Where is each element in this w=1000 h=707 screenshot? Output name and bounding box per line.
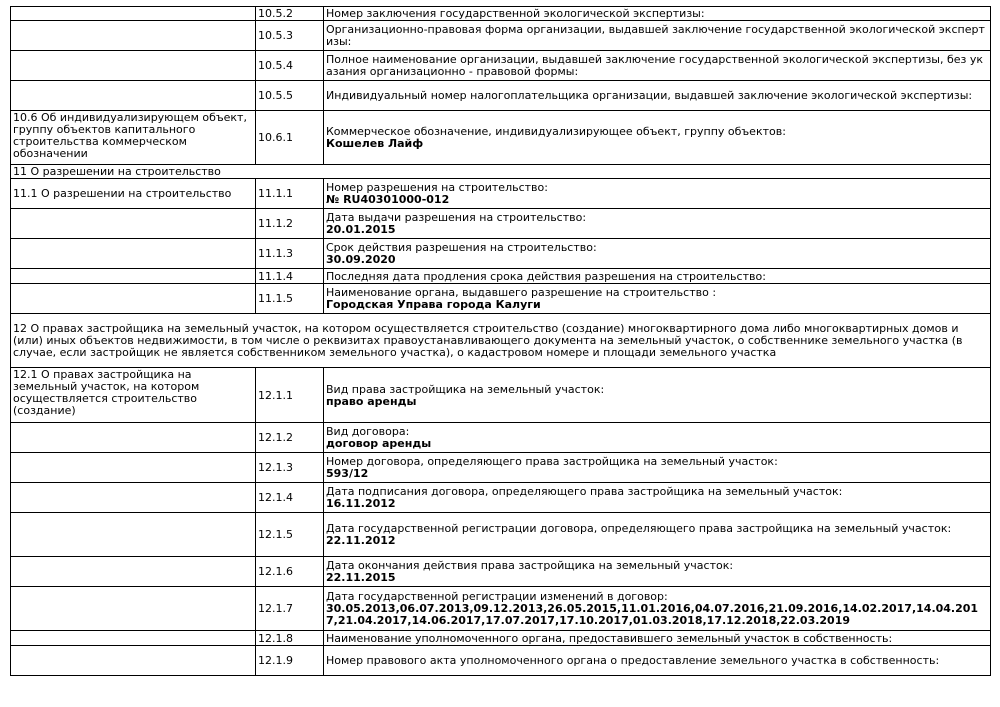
document-page [10,6,990,676]
row-12-1-4-label: Дата подписания договора, определяющего права застройщика на земельный участок: [326,485,843,498]
row-12-1-6-content [324,557,991,587]
row-12-1-9-code: 12.1.9 [256,646,324,676]
row-10-6-1-content [324,111,991,165]
row-12-1-5-label: Дата государственной регистрации договора, определяющего права застройщика на земельный участок: [326,522,952,535]
row-12-1-7-label: Дата государственной регистрации изменений в договор: [326,590,668,603]
row-11-1-5-label: Наименование органа, выдавшего разрешение на строительство : [326,286,717,299]
row-10-6-1-label: Коммерческое обозначение, индивидуализирующее объект, группу объектов: [326,125,786,138]
row-12-1-6-group-title [11,557,256,587]
row-12-1-1-group-title: 12.1 О правах застройщика на земельный участок, на котором осуществляется строительство (создание) [11,368,256,423]
row-11-1-2-value: 20.01.2015 [326,223,396,236]
row-12-1-5-content [324,513,991,557]
row-10-5-2-label: Номер заключения государственной экологической экспертизы: [326,7,705,20]
row-11-1-2-group-title [11,209,256,239]
row-12-1-1-label: Вид права застройщика на земельный участок: [326,382,605,396]
table-row [11,21,991,51]
row-12-1-9-content [324,646,991,676]
row-12-1-1-content [324,368,991,423]
row-11-1-2-code: 11.1.2 [256,209,324,239]
row-10-5-4-group-title [11,51,256,81]
row-10-5-4-code: 10.5.4 [256,51,324,81]
row-11-1-3-value: 30.09.2020 [326,253,396,266]
row-12-1-5-value: 22.11.2012 [326,534,396,547]
row-11-1-5-group-title [11,284,256,314]
table-row [11,646,991,676]
row-11-1-4-group-title [11,269,256,284]
row-12-1-9-group-title [11,646,256,676]
row-12-1-2-label: Вид договора: [326,425,410,438]
table-row [11,179,991,209]
row-12-1-5-group-title [11,513,256,557]
row-12-1-3-group-title [11,453,256,483]
row-11-1-5-code: 11.1.5 [256,284,324,314]
row-12-1-4-group-title [11,483,256,513]
row-12-1-5-code: 12.1.5 [256,513,324,557]
table-row [11,557,991,587]
row-12-1-6-label: Дата окончания действия права застройщика на земельный участок: [326,559,734,572]
row-12-1-8-group-title [11,631,256,646]
row-10-6-1-code: 10.6.1 [256,111,324,165]
row-12-1-4-content [324,483,991,513]
table-row [11,111,991,165]
row-10-5-5-code: 10.5.5 [256,81,324,111]
row-10-5-2-group-title [11,7,256,21]
row-12-1-8-label: Наименование уполномоченного органа, предоставившего земельный участок в собственность: [326,631,893,645]
table-row [11,631,991,646]
row-11-1-1-content [324,179,991,209]
row-12-1-8-content [324,631,991,646]
row-12-1-9-label: Номер правового акта уполномоченного органа о предоставление земельного участка в собственность: [326,654,940,667]
table-row [11,209,991,239]
table-row [11,7,991,21]
row-10-5-3-group-title [11,21,256,51]
row-10-5-3-code: 10.5.3 [256,21,324,51]
row-10-6-1-group-title: 10.6 Об индивидуализирующем объект, группу объектов капитального строительства коммерческом обозначении [11,111,256,165]
row-11-1-2-content [324,209,991,239]
row-11-1-5-value: Городская Управа города Калуги [326,298,541,311]
row-12-1-4-code: 12.1.4 [256,483,324,513]
table-row [11,453,991,483]
disclosure-table-body [11,7,991,676]
row-11-1-1-code: 11.1.1 [256,179,324,209]
table-row [11,513,991,557]
table-row [11,81,991,111]
disclosure-table [10,6,991,676]
row-12-1-2-code: 12.1.2 [256,423,324,453]
row-11-1-3-code: 11.1.3 [256,239,324,269]
row-12-1-7-group-title [11,587,256,631]
row-10-5-4-content [324,51,991,81]
row-11-1-3-label: Срок действия разрешения на строительство: [326,241,597,254]
table-row [11,368,991,423]
row-10-6-1-value: Кошелев Лайф [326,137,424,150]
section-11-heading: 11 О разрешении на строительство [11,165,991,179]
row-11-1-3-content [324,239,991,269]
row-12-1-6-code: 12.1.6 [256,557,324,587]
row-10-5-5-group-title [11,81,256,111]
row-12-1-7-code: 12.1.7 [256,587,324,631]
table-row [11,269,991,284]
row-11-1-2-label: Дата выдачи разрешения на строительство: [326,211,587,224]
row-12-1-8-code: 12.1.8 [256,631,324,646]
table-row [11,51,991,81]
table-row [11,423,991,453]
row-12-1-2-group-title [11,423,256,453]
row-10-5-5-label: Индивидуальный номер налогоплательщика организации, выдавшей заключение экологической экспертизы: [326,89,973,102]
row-12-1-2-content [324,423,991,453]
row-12-1-3-code: 12.1.3 [256,453,324,483]
row-12-1-7-content [324,587,991,631]
row-12-1-2-value: договор аренды [326,437,432,450]
row-10-5-3-content [324,21,991,51]
row-11-1-3-group-title [11,239,256,269]
row-12-1-3-label: Номер договора, определяющего права застройщика на земельный участок: [326,455,778,468]
row-12-1-1-code: 12.1.1 [256,368,324,423]
table-row [11,239,991,269]
row-12-1-7-value: 30.05.2013,06.07.2013,09.12.2013,26.05.2015,11.01.2016,04.07.2016,21.09.2016,14.02.2017,14.04.2017,21.04.2017,14.06.2017,17.07.2017,17.10.2017,01.03.2018,17.12.2018,22.03.2019 [326,602,979,627]
row-10-5-3-label: Организационно-правовая форма организации, выдавшей заключение государственной экологической экспертизы: [326,23,985,48]
section-row [11,165,991,179]
row-12-1-3-value: 593/12 [326,467,369,480]
row-11-1-4-content [324,269,991,284]
row-12-1-4-value: 16.11.2012 [326,497,396,510]
row-11-1-5-content [324,284,991,314]
row-11-1-1-value: № RU40301000-012 [326,193,450,206]
row-10-5-2-code: 10.5.2 [256,7,324,21]
section-row [11,314,991,368]
row-12-1-1-value: право аренды [326,394,417,408]
row-12-1-3-content [324,453,991,483]
row-10-5-4-label: Полное наименование организации, выдавшей заключение государственной экологической экспертизы, без указания организационно - правовой формы: [326,53,984,78]
row-12-1-6-value: 22.11.2015 [326,571,396,584]
row-11-1-4-label: Последняя дата продления срока действия разрешения на строительство: [326,269,766,283]
row-11-1-4-code: 11.1.4 [256,269,324,284]
row-10-5-5-content [324,81,991,111]
row-11-1-1-group-title: 11.1 О разрешении на строительство [11,179,256,209]
table-row [11,284,991,314]
section-12-heading: 12 О правах застройщика на земельный участок, на котором осуществляется строительство (создание) многоквартирного дома либо многоквартирных домов и (или) иных объектов недвижимости, в том числе о реквизитах правоустанавливающего документа на земельный участок, о собственнике земельного участка (в случае, если застройщик не является собственником земельного участка), о кадастровом номере и площади земельного участка [11,314,991,368]
table-row [11,483,991,513]
row-10-5-2-content [324,7,991,21]
table-row [11,587,991,631]
row-11-1-1-label: Номер разрешения на строительство: [326,181,548,194]
